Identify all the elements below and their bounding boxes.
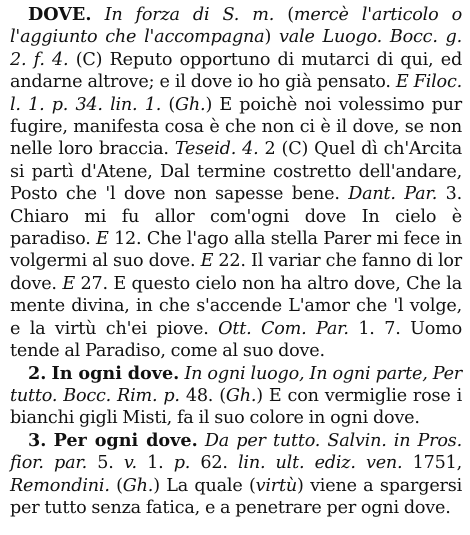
entry-text: 5.	[87, 453, 124, 474]
entry-headword: Per ogni dove.	[53, 429, 198, 451]
entry-text: 1. 7. Uomo tende al Paradiso, come al suo dove.	[10, 318, 462, 362]
entry-italic-text: Ott. Com. Par.	[218, 318, 349, 339]
entry-text: ) E con vermiglie rose i bianchi gigli Misti, fa il suo colore in ogni dove.	[10, 385, 462, 429]
entry-italic-text: mercè l'articolo o l'aggiunto che l'accompagna	[10, 5, 462, 48]
entry-italic-text: Teseid. 4.	[174, 139, 259, 160]
entry-text: 12. Che l'ago alla stella Parer mi fece in volgermi al suo dove.	[10, 229, 462, 272]
entry-text: )	[264, 27, 279, 48]
entry-italic-text: virtù	[255, 475, 297, 496]
entry-headword: 2.	[28, 362, 47, 384]
entry-text: ) viene a spargersi per tutto senza fatica, e a penetrare per ogni dove.	[10, 475, 463, 518]
entry-dove-sense-2	[10, 363, 462, 430]
entry-italic-text: lin. ult. ediz. ven.	[237, 453, 403, 474]
entry-italic-text: Gh.	[122, 475, 154, 496]
entry-text: (	[109, 475, 123, 496]
entry-italic-text: vale Luogo. Bocc. g. 2. f. 4.	[10, 27, 463, 70]
entry-italic-text: Gh.	[175, 94, 206, 115]
entry-text	[198, 431, 205, 451]
entry-headword: 3.	[28, 429, 47, 451]
entry-italic-text: E	[62, 273, 75, 294]
entry-italic-text: Gh.	[225, 385, 257, 406]
entry-headword: DOVE.	[28, 4, 92, 25]
entry-italic-text: In ogni luogo, In ogni parte, Per tutto. Bocc. Rim. p.	[10, 363, 462, 406]
entry-italic-text: Dant. Par.	[348, 184, 438, 205]
entry-text	[91, 5, 104, 25]
entry-italic-text: Da per tutto. Salvin. in Pros. fior. par.	[10, 430, 462, 474]
entry-text: ) La quale (	[153, 475, 256, 496]
entry-italic-text: E Filoc. l. 1. p. 34. lin. 1.	[10, 72, 462, 115]
entry-text: 22. Il variar che fanno di lor dove.	[10, 251, 462, 294]
entry-italic-text: E	[96, 229, 109, 250]
entry-headword: In ogni dove.	[51, 362, 180, 384]
entry-italic-text: In forza di S. m.	[104, 5, 275, 25]
entry-text: 1.	[136, 453, 174, 474]
entry-italic-text: v.	[123, 453, 137, 474]
entry-text: 3. Chiaro mi fu allor com'ogni dove In cielo è paradiso.	[10, 184, 462, 250]
entry-text: ) E poichè noi volessimo pur fugire, manifesta cosa è che non ci è il dove, se non nelle loro braccia.	[10, 94, 463, 160]
entry-text: (	[274, 5, 294, 25]
entry-italic-text: p.	[173, 453, 191, 474]
entry-text: 2 (C) Quel dì ch'Arcita si partì d'Atene, Dal termine costretto dell'andare, Posto che 'l dove non sapesse bene.	[10, 139, 462, 205]
entry-text: 27. E questo cielo non ha altro dove, Che la mente divina, in che s'accende L'amor che 'l volge, e la virtù ch'ei piove.	[10, 273, 462, 339]
entry-italic-text: E	[200, 251, 214, 272]
entry-text	[46, 431, 53, 451]
entry-dove	[10, 4, 462, 363]
entry-dove-sense-3	[10, 430, 462, 520]
entry-text: 1751,	[402, 453, 463, 474]
entry-text: (C) Reputo opportuno di mutarci di qui, ed andarne altrove; e il dove io ho già pensato.	[10, 49, 463, 93]
entry-italic-text: Remondini.	[10, 475, 110, 496]
entry-text: (	[161, 94, 176, 115]
entry-text: 48. (	[179, 385, 226, 406]
entry-text: 62.	[190, 453, 238, 474]
